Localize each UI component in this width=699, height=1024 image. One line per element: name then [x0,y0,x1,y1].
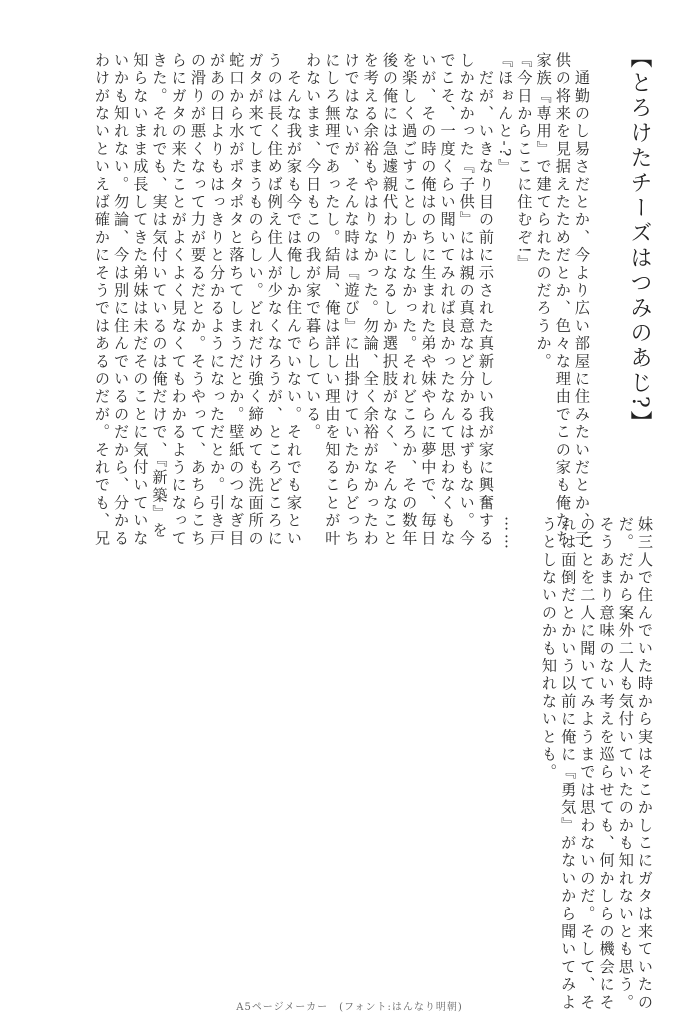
text-line: しかなかった『子供』には親の真意など分かるはずもない。今 [457,52,476,548]
ellipsis-line: …… [501,516,520,552]
text-line: いが、その時の俺はのちに生まれた弟や妹やらに夢中で、毎日 [419,52,438,548]
text-line: そうあまり意味のない考えを巡らせても、何かしらの機会にそ [597,516,616,1012]
text-line: けではないが、そんな時は『遊び』に出掛けていたからどっち [342,52,361,548]
text-line: 家族『専用』で建てられたのだろうか。 [534,52,553,371]
text-line: の滑りが悪くなって力が要るだとか。そうやって、あちらこち [188,52,207,548]
text-line: らにガタの来たことがよくよく見なくてもわかるようになって [169,52,188,548]
text-line: を考える余裕もやはりなかった。勿論、全く余裕がなかったわ [361,52,380,548]
story-title: 【とろけたチーズはつみのあじ?】 [627,46,652,436]
text-line: があの日よりもはっきりと分かるようになっただとか。引き戸 [208,52,227,548]
text-line: でこそ、一度くらい聞いてみれば良かったなんて思わなくもな [438,52,457,548]
text-line: を楽しく過ごすことしかしなかった。それどころか、その数年 [400,52,419,548]
text-line: わけがないといえば確かにそうではあるのだが。それでも、兄 [92,52,111,548]
text-line: 『ほぉんと-?』 [496,52,515,177]
text-line: うとしないのかも知れないとも。 [539,516,558,782]
text-line: のことを二人に聞いてみようまでは思わないのだ。そして、そ [578,516,597,1012]
text-line: いかも知れない。勿論、今は別に住んでいるのだから、分かる [112,52,131,548]
text-line: れは面倒だとかいう以前に俺に『勇気』がないから聞いてみよ [559,516,578,1012]
text-line: そんな我が家も今では俺しか住んでいない。それでも家とい [284,52,303,548]
page-footer: A5ページメーカー (フォント:はんなり明朝) [236,1002,463,1013]
blank-line [520,516,539,976]
text-line: 後の俺には急遽親代わりになるしか選択肢がなく、そんなこと [380,52,399,548]
text-line: わないまま、今日もこの我が家で暮らしている。 [304,52,323,442]
text-line: ガタが来てしまうものらしい。どれだけ強く締めても洗面所の [246,52,265,548]
text-line: にしろ無理であったし。結局、俺は詳しい理由を知ることが叶 [323,52,342,548]
text-line: だ。だから案外二人も気付いていたのかも知れないとも思う。 [616,516,635,1012]
text-line: だが、いきなり目の前に示された真新しい我が家に興奮する [476,52,495,548]
text-line: 通勤のし易さだとか、今より広い部屋に住みたいだとか、子 [573,52,591,548]
text-line: 知らないまま成長してきた弟妹は未だそのことに気付いていな [131,52,150,548]
text-line: 蛇口から水がポタポタと落ちてしまうだとか。壁紙のつなぎ目 [227,52,246,548]
text-line: きた。それでも、実は気付いているのは俺だけで、『新築』を [150,52,169,540]
text-line: 供の将来を見据えたためだとか、色々な理由でこの家も俺たち [553,52,572,548]
text-line: 『今日からここに住むぞ!』 [515,52,534,274]
text-line: 妹三人で住んでいた時から実はそこかしこにガタは来ていたの [636,516,654,1012]
text-line: うのは長く住めば例え住人が少なくなろうが、ところどころに [265,52,284,548]
lower-text-block [500,516,654,1012]
upper-text-block [92,52,591,548]
